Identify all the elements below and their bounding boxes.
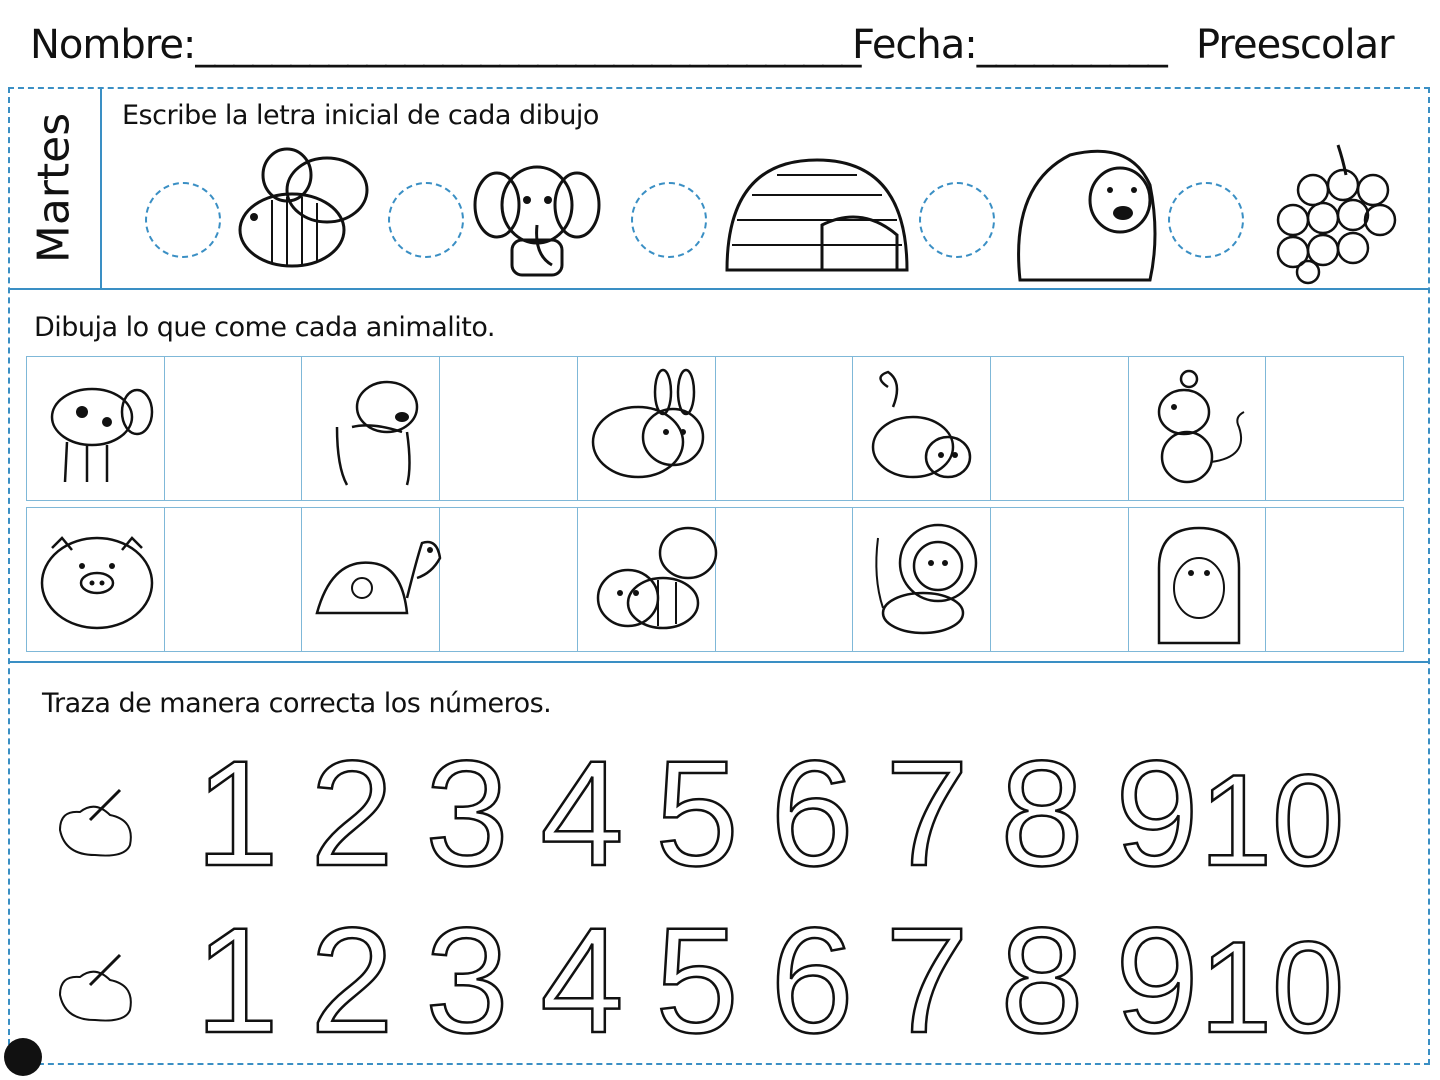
svg-text:2: 2 (310, 896, 394, 1064)
svg-text:7: 7 (885, 896, 969, 1064)
trace-number[interactable] (180, 729, 295, 897)
svg-text:2: 2 (310, 729, 394, 897)
tracing-row-2 (180, 896, 1345, 1064)
name-field-label: Nombre:___________________________________ (30, 22, 861, 68)
drawing-cell[interactable] (716, 357, 854, 500)
trace-number[interactable] (525, 729, 640, 897)
drawing-cell[interactable] (991, 357, 1129, 500)
trace-number[interactable] (755, 896, 870, 1064)
penguin-icon (1139, 518, 1259, 643)
animal-cell (302, 357, 440, 500)
letter-circle-4[interactable] (919, 182, 995, 258)
animal-cell (1129, 508, 1267, 651)
trace-number[interactable] (985, 896, 1100, 1064)
drawing-cell[interactable] (165, 357, 303, 500)
trace-number[interactable] (180, 896, 295, 1064)
animal-cell (853, 357, 991, 500)
svg-text:9: 9 (1115, 896, 1199, 1064)
trace-number[interactable] (985, 729, 1100, 897)
drawing-cell[interactable] (1266, 508, 1403, 651)
trace-number[interactable] (1100, 896, 1215, 1064)
date-field-label: Fecha:__________ (852, 22, 1167, 68)
pig-icon (37, 518, 162, 638)
letter-circle-5[interactable] (1168, 182, 1244, 258)
animal-cell (302, 508, 440, 651)
svg-text:8: 8 (1000, 729, 1084, 897)
letter-circle-1[interactable] (145, 182, 221, 258)
pencil-hand-icon (55, 790, 140, 860)
trace-number[interactable] (410, 729, 525, 897)
trace-number[interactable] (295, 729, 410, 897)
trace-number[interactable] (1199, 745, 1345, 893)
bee-icon (232, 145, 372, 275)
trace-number[interactable] (525, 896, 640, 1064)
animal-cell (1129, 357, 1267, 500)
drawing-cell[interactable] (991, 508, 1129, 651)
grapes-icon (1268, 140, 1403, 285)
mouse-icon (1139, 367, 1259, 487)
section-divider (8, 288, 1430, 290)
grade-label: Preescolar (1196, 22, 1394, 68)
brand-logo (4, 1038, 42, 1076)
svg-text:5: 5 (655, 729, 739, 897)
bear-icon (1010, 145, 1160, 285)
svg-text:5: 5 (655, 896, 739, 1064)
svg-text:1: 1 (195, 729, 279, 897)
animal-cell (27, 357, 165, 500)
elephant-icon (472, 155, 602, 285)
drawing-cell[interactable] (716, 508, 854, 651)
igloo-icon (722, 155, 912, 275)
svg-text:3: 3 (425, 729, 509, 897)
trace-number[interactable] (870, 729, 985, 897)
trace-number[interactable] (1100, 729, 1215, 897)
animal-cell (27, 508, 165, 651)
drawing-cell[interactable] (165, 508, 303, 651)
animal-cell (853, 508, 991, 651)
svg-text:9: 9 (1115, 729, 1199, 897)
svg-text:4: 4 (540, 729, 624, 897)
section1-instruction: Escribe la letra inicial de cada dibujo (122, 100, 599, 131)
svg-text:6: 6 (770, 896, 854, 1064)
drawing-cell[interactable] (440, 357, 578, 500)
svg-text:6: 6 (770, 729, 854, 897)
trace-number[interactable] (1199, 912, 1345, 1060)
bee-icon (588, 518, 718, 638)
animal-grid-row-2 (26, 507, 1404, 652)
day-label: Martes (28, 112, 80, 264)
drawing-cell[interactable] (1266, 357, 1403, 500)
svg-text:8: 8 (1000, 896, 1084, 1064)
svg-text:10: 10 (1199, 747, 1345, 893)
cow-icon (37, 367, 157, 487)
section2-instruction: Dibuja lo que come cada animalito. (34, 312, 495, 343)
dog-icon (312, 367, 432, 487)
pencil-hand-icon (55, 955, 140, 1025)
animal-cell (578, 508, 716, 651)
trace-number[interactable] (640, 729, 755, 897)
svg-text:4: 4 (540, 896, 624, 1064)
animal-grid-row-1 (26, 356, 1404, 501)
trace-number[interactable] (410, 896, 525, 1064)
letter-circle-2[interactable] (388, 182, 464, 258)
turtle-icon (312, 518, 442, 638)
lion-icon (863, 518, 993, 638)
tracing-row-1 (180, 729, 1345, 897)
trace-number[interactable] (640, 896, 755, 1064)
svg-text:7: 7 (885, 729, 969, 897)
svg-text:10: 10 (1199, 914, 1345, 1060)
trace-number[interactable] (295, 896, 410, 1064)
cat-icon (863, 367, 993, 487)
trace-number[interactable] (870, 896, 985, 1064)
section-divider (8, 661, 1430, 663)
svg-text:3: 3 (425, 896, 509, 1064)
rabbit-icon (588, 367, 718, 487)
svg-text:1: 1 (195, 896, 279, 1064)
trace-number[interactable] (755, 729, 870, 897)
section3-instruction: Traza de manera correcta los números. (42, 688, 552, 719)
letter-circle-3[interactable] (631, 182, 707, 258)
animal-cell (578, 357, 716, 500)
drawing-cell[interactable] (440, 508, 578, 651)
